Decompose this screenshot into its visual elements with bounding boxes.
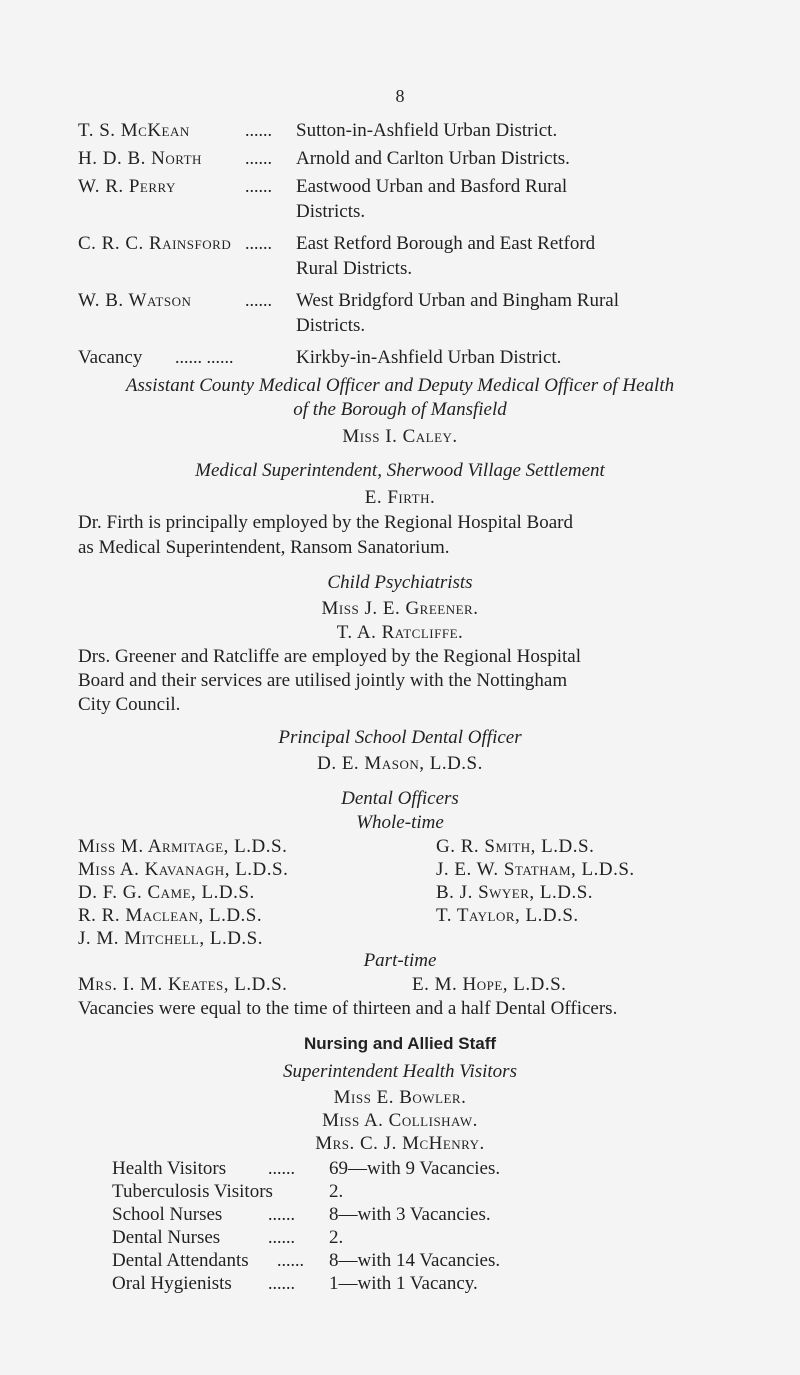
staff-count: 2. — [329, 1227, 344, 1248]
staff-role: Health Visitors — [112, 1158, 227, 1179]
officer-district: Sutton-in-Ashfield Urban District. — [296, 120, 558, 141]
officer-district: Kirkby-in-Ashfield Urban District. — [296, 347, 562, 368]
part-time-officer: E. M. Hope, L.D.S. — [412, 974, 567, 995]
officer-name: W. R. Perry — [78, 176, 176, 197]
assistant-heading: Assistant County Medical Officer and Deputy Medical Officer of Health — [125, 375, 675, 396]
staff-count: 8—with 14 Vacancies. — [329, 1250, 501, 1271]
principal-dental-name: D. E. Mason, L.D.S. — [317, 753, 483, 774]
dental-officer: J. M. Mitchell, L.D.S. — [78, 928, 263, 949]
staff-role: School Nurses — [112, 1204, 223, 1225]
psychiatrist-name: Miss J. E. Greener. — [321, 598, 479, 619]
assistant-heading-cont: of the Borough of Mansfield — [293, 399, 507, 420]
staff-role: Dental Attendants — [112, 1250, 249, 1271]
dental-officer: Miss M. Armitage, L.D.S. — [78, 836, 288, 857]
superintendent-name: E. Firth. — [364, 487, 436, 508]
superintendent-hv-name: Miss A. Collishaw. — [322, 1110, 478, 1131]
leader-dots: ...... — [245, 120, 272, 140]
officer-district: Arnold and Carlton Urban Districts. — [296, 148, 570, 169]
officer-name: C. R. C. Rainsford — [78, 233, 232, 254]
officer-name: W. B. Watson — [78, 290, 192, 311]
dental-vacancies-note: Vacancies were equal to the time of thirteen and a half Dental Officers. — [78, 998, 618, 1019]
leader-dots: ...... — [277, 1250, 304, 1270]
leader-dots: ...... — [268, 1158, 295, 1178]
leader-dots: ...... ...... — [175, 347, 234, 367]
staff-count: 2. — [329, 1181, 344, 1202]
leader-dots: ...... — [245, 148, 272, 168]
officer-district: West Bridgford Urban and Bingham Rural — [296, 290, 619, 311]
staff-role: Oral Hygienists — [112, 1273, 232, 1294]
dental-officer: B. J. Swyer, L.D.S. — [436, 882, 594, 903]
dental-officer: D. F. G. Came, L.D.S. — [78, 882, 255, 903]
officer-district-cont: Districts. — [296, 315, 366, 336]
whole-time-subheading: Whole-time — [356, 812, 444, 833]
assistant-name: Miss I. Caley. — [342, 426, 458, 447]
staff-count: 1—with 1 Vacancy. — [329, 1273, 478, 1294]
staff-count: 8—with 3 Vacancies. — [329, 1204, 491, 1225]
staff-role: Dental Nurses — [112, 1227, 221, 1248]
superintendent-note: Dr. Firth is principally employed by the Regional Hospital Board — [78, 512, 573, 533]
officer-district-cont: Rural Districts. — [296, 258, 413, 279]
leader-dots: ...... — [268, 1204, 295, 1224]
superintendent-note-cont: as Medical Superintendent, Ransom Sanatorium. — [78, 537, 450, 558]
staff-role: Tuberculosis Visitors — [112, 1181, 273, 1202]
superintendent-hv-name: Mrs. C. J. McHenry. — [315, 1133, 485, 1154]
dental-officers-heading: Dental Officers — [341, 788, 459, 809]
leader-dots: ...... — [245, 176, 272, 196]
dental-officer: Miss A. Kavanagh, L.D.S. — [78, 859, 289, 880]
nursing-heading: Nursing and Allied Staff — [303, 1034, 497, 1053]
staff-count: 69—with 9 Vacancies. — [329, 1158, 501, 1179]
officer-district: East Retford Borough and East Retford — [296, 233, 596, 254]
officer-district: Eastwood Urban and Basford Rural — [296, 176, 568, 197]
dental-officer: J. E. W. Statham, L.D.S. — [436, 859, 635, 880]
health-visitors-subheading: Superintendent Health Visitors — [283, 1061, 517, 1082]
psychiatrists-heading: Child Psychiatrists — [327, 572, 473, 593]
psychiatrists-note-cont: City Council. — [78, 694, 181, 715]
part-time-subheading: Part-time — [363, 950, 437, 971]
officer-name: H. D. B. North — [78, 148, 202, 169]
officer-name: Vacancy — [78, 347, 143, 368]
dental-officer: T. Taylor, L.D.S. — [436, 905, 579, 926]
page-number: 8 — [395, 86, 405, 106]
psychiatrists-note-cont: Board and their services are utilised jointly with the Nottingham — [78, 670, 568, 691]
dental-officer: R. R. Maclean, L.D.S. — [78, 905, 263, 926]
officer-name: T. S. McKean — [78, 120, 190, 141]
superintendent-hv-name: Miss E. Bowler. — [333, 1087, 467, 1108]
leader-dots: ...... — [245, 233, 272, 253]
dental-officer: G. R. Smith, L.D.S. — [436, 836, 595, 857]
officer-district-cont: Districts. — [296, 201, 366, 222]
psychiatrist-name: T. A. Ratcliffe. — [336, 622, 464, 643]
superintendent-heading: Medical Superintendent, Sherwood Village Settlement — [195, 460, 605, 481]
part-time-officer: Mrs. I. M. Keates, L.D.S. — [78, 974, 288, 995]
leader-dots: ...... — [268, 1273, 295, 1293]
psychiatrists-note: Drs. Greener and Ratcliffe are employed by the Regional Hospital — [78, 646, 581, 667]
leader-dots: ...... — [268, 1227, 295, 1247]
principal-dental-heading: Principal School Dental Officer — [278, 727, 522, 748]
leader-dots: ...... — [245, 290, 272, 310]
